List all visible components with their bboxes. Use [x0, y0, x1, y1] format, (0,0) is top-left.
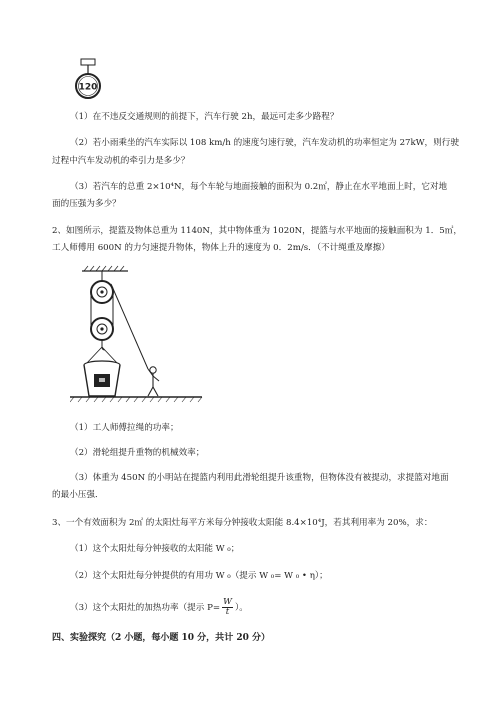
power-fraction [222, 598, 233, 617]
speed-limit-value: 120 [78, 82, 98, 93]
section-heading: 四、实验探究（2 小题，每小题 10 分，共计 20 分） [52, 633, 270, 643]
q3-part3-prefix: （3）这个太阳灶的加热功率（提示 P= [70, 603, 221, 613]
q3-part3 [70, 598, 248, 617]
q1-part3-line1: （3）若汽车的总重 2×10⁴N，每个车轮与地面接触的面积为 0.2㎡，静止在水平地面上时，它对地 [70, 182, 448, 192]
q2-part1: （1）工人师傅拉绳的功率； [70, 423, 179, 433]
fraction-denominator: t [225, 607, 230, 617]
q1-part3-line2: 面的压强为多少？ [52, 199, 121, 209]
q1-part2-line2: 过程中汽车发动机的牵引力是多少？ [52, 156, 190, 166]
fraction-numerator: W [223, 597, 232, 607]
pulley-system-figure [70, 263, 210, 407]
q2-stem-line2: 工人师傅用 600N 的力匀速提升物体，物体上升的速度为 0．2m/s．（不计绳重及摩擦） [52, 243, 390, 253]
q2-part3-line2: 的最小压强． [52, 490, 104, 500]
q2-part2: （2）滑轮组提升重物的机械效率； [70, 448, 205, 458]
speed-limit-sign-figure [72, 58, 104, 100]
q3-stem: 3、一个有效面积为 2㎡ 的太阳灶每平方米每分钟接收太阳能 8.4×10⁴J，若其利用率为 20%，求： [52, 518, 433, 528]
q2-stem-line1: 2、如图所示，提篮及物体总重为 1140N，其中物体重为 1020N，提篮与水平地面的接触面积为 1．5㎡， [52, 226, 462, 236]
q3-part1: （1）这个太阳灶每分钟接收的太阳能 W ₀； [70, 544, 240, 554]
q1-part2-line1: （2）若小雨乘坐的汽车实际以 108 km/h 的速度匀速行驶，汽车发动机的功率恒定为 27kW，则行驶 [70, 138, 459, 148]
q2-part3-line1: （3）体重为 450N 的小明站在提篮内利用此滑轮组提升该重物，但物体没有被提动，求提篮对地面 [70, 473, 449, 483]
q1-part1: （1）在不违反交通规则的前提下，汽车行驶 2h，最远可走多少路程？ [70, 112, 339, 122]
q3-part2: （2）这个太阳灶每分钟提供的有用功 W ₀（提示 W ₀= W ₀ • η）； [70, 571, 328, 581]
q3-part3-suffix: ）。 [234, 603, 248, 613]
